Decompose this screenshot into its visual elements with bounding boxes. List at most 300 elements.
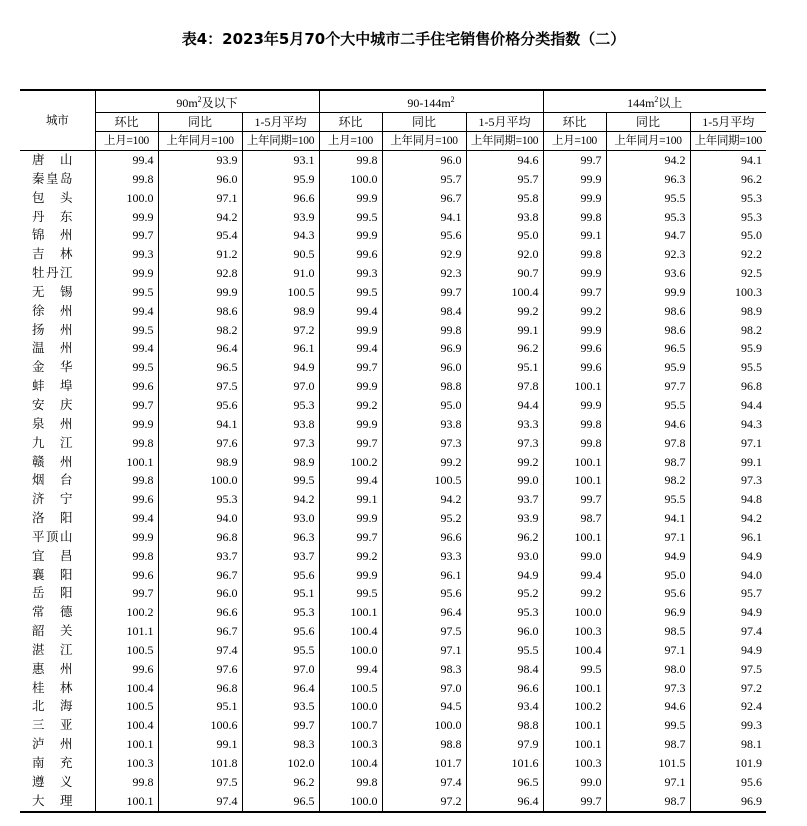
value-cell: 99.7: [543, 283, 606, 302]
value-cell: 99.6: [543, 358, 606, 377]
value-cell: 99.6: [543, 339, 606, 358]
value-cell: 94.2: [606, 151, 690, 170]
value-cell: 99.7: [543, 151, 606, 170]
table-row: [20, 226, 766, 245]
value-cell: 99.9: [319, 509, 382, 528]
base-header-cell: 上年同月=100: [382, 132, 466, 151]
value-cell: 99.1: [466, 321, 543, 340]
value-cell: 99.5: [606, 716, 690, 735]
value-cell: 95.3: [690, 189, 766, 208]
value-cell: 96.3: [242, 528, 319, 547]
value-cell: 98.7: [606, 453, 690, 472]
city-cell: 唐山: [32, 152, 73, 167]
value-cell: 99.9: [543, 264, 606, 283]
table-row: [20, 189, 766, 208]
value-cell: 97.1: [606, 773, 690, 792]
value-cell: 96.8: [690, 377, 766, 396]
value-cell: 99.7: [543, 490, 606, 509]
value-cell: 91.0: [242, 264, 319, 283]
value-cell: 92.3: [606, 245, 690, 264]
table-row: [20, 622, 766, 641]
value-cell: 98.3: [242, 735, 319, 754]
value-cell: 97.1: [606, 641, 690, 660]
city-cell: 湛江: [32, 641, 73, 657]
value-cell: 100.4: [95, 679, 158, 698]
value-cell: 99.4: [95, 302, 158, 321]
value-cell: 94.1: [606, 509, 690, 528]
value-cell: 95.5: [606, 490, 690, 509]
value-cell: 99.4: [319, 302, 382, 321]
value-cell: 96.4: [466, 792, 543, 812]
value-cell: 92.5: [690, 264, 766, 283]
table-row: [20, 358, 766, 377]
value-cell: 100.0: [319, 641, 382, 660]
table-row: [20, 471, 766, 490]
value-cell: 99.2: [543, 584, 606, 603]
value-cell: 100.1: [543, 679, 606, 698]
value-cell: 99.8: [382, 321, 466, 340]
value-cell: 95.2: [466, 584, 543, 603]
value-cell: 94.6: [466, 151, 543, 170]
value-cell: 99.9: [319, 189, 382, 208]
value-cell: 99.6: [95, 490, 158, 509]
value-cell: 96.2: [242, 773, 319, 792]
value-cell: 95.9: [690, 339, 766, 358]
value-cell: 94.9: [242, 358, 319, 377]
value-cell: 98.8: [382, 377, 466, 396]
value-cell: 100.2: [95, 603, 158, 622]
price-index-table: [20, 89, 766, 813]
value-cell: 99.8: [95, 471, 158, 490]
value-cell: 94.1: [382, 208, 466, 227]
value-cell: 94.9: [690, 603, 766, 622]
value-cell: 99.7: [95, 226, 158, 245]
value-cell: 96.7: [158, 566, 242, 585]
value-cell: 99.8: [95, 434, 158, 453]
value-cell: 94.2: [158, 208, 242, 227]
value-cell: 100.5: [95, 697, 158, 716]
value-cell: 101.7: [382, 754, 466, 773]
table-row: [20, 641, 766, 660]
value-cell: 99.9: [543, 189, 606, 208]
value-cell: 99.7: [382, 283, 466, 302]
value-cell: 93.6: [606, 264, 690, 283]
value-cell: 96.7: [158, 622, 242, 641]
value-cell: 95.3: [242, 396, 319, 415]
value-cell: 99.2: [466, 302, 543, 321]
value-cell: 94.2: [242, 490, 319, 509]
value-cell: 97.5: [158, 377, 242, 396]
value-cell: 99.2: [319, 396, 382, 415]
city-cell: 济宁: [32, 491, 73, 507]
value-cell: 99.9: [543, 396, 606, 415]
value-cell: 99.2: [466, 453, 543, 472]
group-header-1: $90-144m^2$: [319, 90, 543, 113]
value-cell: 96.0: [158, 584, 242, 603]
value-cell: 98.5: [606, 622, 690, 641]
value-cell: 96.5: [242, 792, 319, 812]
value-cell: 99.8: [319, 151, 382, 170]
city-cell: 常德: [32, 604, 73, 620]
table-row: [20, 245, 766, 264]
value-cell: 99.1: [319, 490, 382, 509]
value-cell: 94.0: [158, 509, 242, 528]
table-row: [20, 547, 766, 566]
table-row: [20, 283, 766, 302]
sub-header-cell: 环比: [95, 113, 158, 132]
value-cell: 92.3: [382, 264, 466, 283]
value-cell: 97.3: [606, 679, 690, 698]
value-cell: 97.2: [242, 321, 319, 340]
city-cell: 徐州: [32, 302, 73, 318]
value-cell: 97.7: [606, 377, 690, 396]
value-cell: 99.5: [319, 208, 382, 227]
value-cell: 96.2: [690, 170, 766, 189]
value-cell: 99.2: [382, 453, 466, 472]
value-cell: 99.4: [319, 471, 382, 490]
value-cell: 96.6: [382, 528, 466, 547]
value-cell: 101.6: [466, 754, 543, 773]
value-cell: 95.3: [242, 603, 319, 622]
city-cell: 大理: [20, 792, 95, 812]
value-cell: 101.5: [606, 754, 690, 773]
group-header-0: $90m^2$及以下: [95, 90, 319, 113]
value-cell: 93.0: [466, 547, 543, 566]
city-cell: 金华: [32, 359, 73, 375]
value-cell: 96.9: [690, 792, 766, 812]
value-cell: 99.9: [95, 415, 158, 434]
value-cell: 99.3: [319, 264, 382, 283]
value-cell: 97.8: [606, 434, 690, 453]
value-cell: 96.3: [606, 170, 690, 189]
value-cell: 95.5: [690, 358, 766, 377]
value-cell: 96.8: [158, 679, 242, 698]
value-cell: 101.9: [690, 754, 766, 773]
value-cell: 99.5: [319, 283, 382, 302]
city-cell: 吉林: [32, 246, 73, 262]
city-cell: 扬州: [32, 321, 73, 337]
value-cell: 99.9: [543, 321, 606, 340]
value-cell: 95.3: [466, 603, 543, 622]
value-cell: 95.6: [690, 773, 766, 792]
value-cell: 100.3: [95, 754, 158, 773]
value-cell: 99.1: [543, 226, 606, 245]
value-cell: 100.1: [543, 528, 606, 547]
city-cell: 九江: [32, 434, 73, 450]
value-cell: 100.4: [95, 716, 158, 735]
value-cell: 97.1: [158, 189, 242, 208]
value-cell: 99.0: [543, 773, 606, 792]
base-header-cell: 上年同月=100: [158, 132, 242, 151]
value-cell: 99.4: [319, 339, 382, 358]
value-cell: 99.9: [319, 226, 382, 245]
value-cell: 98.7: [606, 792, 690, 812]
value-cell: 100.4: [319, 754, 382, 773]
value-cell: 96.6: [158, 603, 242, 622]
value-cell: 95.1: [242, 584, 319, 603]
city-cell: 韶关: [32, 623, 73, 639]
value-cell: 97.5: [690, 660, 766, 679]
value-cell: 99.4: [543, 566, 606, 585]
value-cell: 98.2: [690, 321, 766, 340]
value-cell: 99.6: [95, 660, 158, 679]
city-cell: 安庆: [32, 396, 73, 412]
value-cell: 100.1: [543, 716, 606, 735]
city-cell: 平顶山: [32, 528, 73, 544]
value-cell: 100.5: [242, 283, 319, 302]
value-cell: 99.5: [95, 283, 158, 302]
value-cell: 100.2: [543, 697, 606, 716]
base-header-cell: 上月=100: [95, 132, 158, 151]
value-cell: 99.1: [158, 735, 242, 754]
table-row: [20, 754, 766, 773]
value-cell: 97.2: [382, 792, 466, 812]
value-cell: 93.7: [242, 547, 319, 566]
value-cell: 99.8: [543, 208, 606, 227]
value-cell: 93.9: [466, 509, 543, 528]
value-cell: 99.4: [95, 509, 158, 528]
sub-header-cell: 环比: [319, 113, 382, 132]
value-cell: 97.4: [690, 622, 766, 641]
value-cell: 96.1: [382, 566, 466, 585]
city-cell: 赣州: [32, 453, 73, 469]
value-cell: 98.1: [690, 735, 766, 754]
value-cell: 94.9: [606, 547, 690, 566]
value-cell: 96.0: [158, 170, 242, 189]
value-cell: 99.5: [319, 584, 382, 603]
value-cell: 96.2: [466, 528, 543, 547]
value-cell: 96.2: [466, 339, 543, 358]
value-cell: 99.2: [543, 302, 606, 321]
value-cell: 90.7: [466, 264, 543, 283]
value-cell: 100.0: [319, 792, 382, 812]
value-cell: 92.8: [158, 264, 242, 283]
value-cell: 99.7: [242, 716, 319, 735]
value-cell: 93.9: [242, 208, 319, 227]
table-row: [20, 566, 766, 585]
value-cell: 95.0: [382, 396, 466, 415]
table-row: [20, 208, 766, 227]
value-cell: 95.9: [242, 170, 319, 189]
value-cell: 100.4: [543, 641, 606, 660]
value-cell: 98.9: [690, 302, 766, 321]
value-cell: 100.1: [543, 735, 606, 754]
value-cell: 100.1: [95, 735, 158, 754]
value-cell: 96.6: [242, 189, 319, 208]
value-cell: 97.4: [382, 773, 466, 792]
value-cell: 98.4: [466, 660, 543, 679]
value-cell: 99.8: [95, 773, 158, 792]
value-cell: 95.5: [242, 641, 319, 660]
value-cell: 93.8: [466, 208, 543, 227]
value-cell: 95.2: [382, 509, 466, 528]
city-cell: 宜昌: [32, 547, 73, 563]
value-cell: 99.8: [543, 245, 606, 264]
base-header-cell: 上月=100: [543, 132, 606, 151]
value-cell: 95.5: [606, 396, 690, 415]
value-cell: 93.4: [466, 697, 543, 716]
table-row: [20, 302, 766, 321]
value-cell: 101.8: [158, 754, 242, 773]
city-cell: 锦州: [32, 227, 73, 243]
value-cell: 99.5: [95, 358, 158, 377]
table-row: [20, 170, 766, 189]
value-cell: 97.5: [382, 622, 466, 641]
page-title: 表4：2023年5月70个大中城市二手住宅销售价格分类指数（二）: [181, 30, 626, 48]
value-cell: 99.9: [95, 208, 158, 227]
value-cell: 99.5: [242, 471, 319, 490]
value-cell: 99.0: [466, 471, 543, 490]
value-cell: 99.6: [95, 377, 158, 396]
value-cell: 100.6: [158, 716, 242, 735]
sub-header-cell: 1-5月平均: [242, 113, 319, 132]
value-cell: 95.0: [606, 566, 690, 585]
value-cell: 99.7: [95, 396, 158, 415]
value-cell: 97.1: [690, 434, 766, 453]
value-cell: 95.6: [382, 226, 466, 245]
value-cell: 99.9: [319, 566, 382, 585]
base-header-cell: 上年同期=100: [466, 132, 543, 151]
value-cell: 93.7: [158, 547, 242, 566]
value-cell: 98.3: [382, 660, 466, 679]
sub-header-row: [20, 113, 766, 132]
value-cell: 100.0: [95, 189, 158, 208]
value-cell: 100.0: [543, 603, 606, 622]
table-row: [20, 321, 766, 340]
value-cell: 99.4: [319, 660, 382, 679]
value-cell: 98.6: [158, 302, 242, 321]
value-cell: 95.3: [690, 208, 766, 227]
value-cell: 95.0: [690, 226, 766, 245]
table-row: [20, 735, 766, 754]
table-row: [20, 490, 766, 509]
value-cell: 97.0: [242, 377, 319, 396]
value-cell: 92.4: [690, 697, 766, 716]
city-cell: 泉州: [32, 415, 73, 431]
value-cell: 98.9: [158, 453, 242, 472]
value-cell: 97.0: [382, 679, 466, 698]
base-header-row: [20, 132, 766, 151]
value-cell: 99.7: [319, 528, 382, 547]
value-cell: 99.4: [95, 151, 158, 170]
sub-header-cell: 1-5月平均: [690, 113, 766, 132]
value-cell: 90.5: [242, 245, 319, 264]
table-row: [20, 716, 766, 735]
value-cell: 98.0: [606, 660, 690, 679]
value-cell: 97.3: [466, 434, 543, 453]
value-cell: 96.1: [690, 528, 766, 547]
value-cell: 94.8: [690, 490, 766, 509]
value-cell: 99.9: [95, 264, 158, 283]
value-cell: 100.1: [543, 377, 606, 396]
value-cell: 96.4: [382, 603, 466, 622]
base-header-cell: 上年同月=100: [606, 132, 690, 151]
value-cell: 93.3: [466, 415, 543, 434]
value-cell: 97.1: [382, 641, 466, 660]
value-cell: 95.3: [158, 490, 242, 509]
table-row: [20, 453, 766, 472]
value-cell: 98.8: [382, 735, 466, 754]
value-cell: 99.0: [543, 547, 606, 566]
city-cell: 丹东: [32, 208, 73, 224]
value-cell: 94.1: [690, 151, 766, 170]
city-cell: 烟台: [32, 472, 73, 488]
value-cell: 100.5: [95, 641, 158, 660]
value-cell: 96.1: [242, 339, 319, 358]
city-cell: 南充: [32, 755, 73, 770]
value-cell: 97.9: [466, 735, 543, 754]
value-cell: 99.7: [319, 434, 382, 453]
value-cell: 100.1: [319, 603, 382, 622]
value-cell: 93.0: [242, 509, 319, 528]
value-cell: 94.1: [158, 415, 242, 434]
value-cell: 99.8: [95, 170, 158, 189]
value-cell: 99.8: [543, 415, 606, 434]
value-cell: 100.5: [382, 471, 466, 490]
value-cell: 98.7: [543, 509, 606, 528]
sub-header-cell: 环比: [543, 113, 606, 132]
table-row: [20, 660, 766, 679]
value-cell: 100.7: [319, 716, 382, 735]
value-cell: 100.1: [95, 453, 158, 472]
value-cell: 100.0: [319, 170, 382, 189]
value-cell: 96.9: [606, 603, 690, 622]
value-cell: 97.4: [158, 641, 242, 660]
value-cell: 95.5: [466, 641, 543, 660]
table-row: [20, 396, 766, 415]
value-cell: 97.6: [158, 660, 242, 679]
table-row: [20, 603, 766, 622]
value-cell: 98.2: [606, 471, 690, 490]
value-cell: 99.1: [690, 453, 766, 472]
table-row: [20, 697, 766, 716]
value-cell: 99.4: [95, 339, 158, 358]
value-cell: 94.2: [382, 490, 466, 509]
value-cell: 94.0: [690, 566, 766, 585]
value-cell: 96.4: [242, 679, 319, 698]
value-cell: 93.5: [242, 697, 319, 716]
value-cell: 97.6: [158, 434, 242, 453]
value-cell: 99.9: [158, 283, 242, 302]
city-cell: 桂林: [32, 679, 73, 695]
value-cell: 95.1: [158, 697, 242, 716]
value-cell: 98.6: [606, 302, 690, 321]
value-cell: 99.7: [543, 792, 606, 812]
value-cell: 95.7: [466, 170, 543, 189]
value-cell: 100.4: [466, 283, 543, 302]
value-cell: 99.6: [95, 566, 158, 585]
value-cell: 94.4: [466, 396, 543, 415]
value-cell: 93.9: [158, 151, 242, 170]
city-cell: 泸州: [32, 736, 73, 752]
value-cell: 98.2: [158, 321, 242, 340]
value-cell: 97.3: [690, 471, 766, 490]
value-cell: 100.1: [543, 471, 606, 490]
value-cell: 95.6: [242, 622, 319, 641]
value-cell: 100.0: [319, 697, 382, 716]
sub-header-cell: 同比: [382, 113, 466, 132]
value-cell: 101.1: [95, 622, 158, 641]
city-cell: 襄阳: [32, 566, 73, 582]
value-cell: 95.8: [466, 189, 543, 208]
value-cell: 100.0: [382, 716, 466, 735]
value-cell: 95.6: [382, 584, 466, 603]
value-cell: 96.0: [466, 622, 543, 641]
value-cell: 98.9: [242, 453, 319, 472]
value-cell: 100.4: [319, 622, 382, 641]
city-cell: 牡丹江: [32, 265, 73, 281]
value-cell: 95.4: [158, 226, 242, 245]
